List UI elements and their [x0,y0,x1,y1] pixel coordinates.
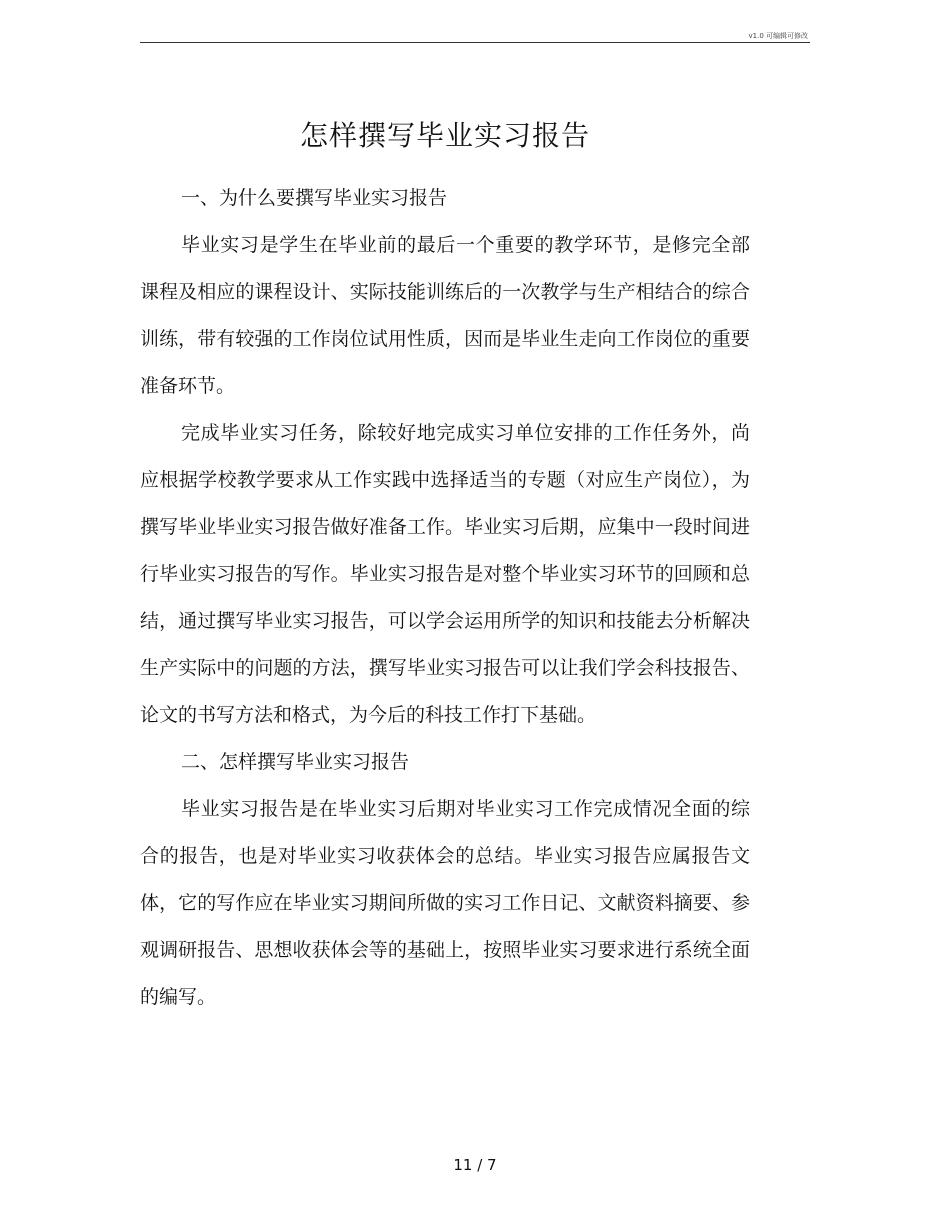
section-heading: 二、怎样撰写毕业实习报告 [181,751,410,773]
document-title: 怎样撰写毕业实习报告 [299,119,590,152]
paragraph: 毕业实习是学生在毕业前的最后一个重要的教学环节，是修完全部课程及相应的课程设计、实际技能训练后的一次教学与生产相结合的综合训练，带有较强的工作岗位试用性质，因而是毕业生走向工作岗位的重要准备环节。 [140,234,750,397]
document-body [140,110,750,1021]
header-version-note: v1.0 可编辑可修改 [748,32,808,40]
section-why [140,175,750,739]
paragraph: 完成毕业实习任务，除较好地完成实习单位安排的工作任务外，尚应根据学校教学要求从工作实践中选择适当的专题（对应生产岗位），为撰写毕业毕业实习报告做好准备工作。毕业实习后期，应集中一段时间进行毕业实习报告的写作。毕业实习报告是对整个毕业实习环节的回顾和总结，通过撰写毕业实习报告，可以学会运用所学的知识和技能去分析解决生产实际中的问题的方法，撰写毕业实习报告可以让我们学会科技报告、论文的书写方法和格式，为今后的科技工作打下基础。 [140,422,750,726]
section-how [140,739,750,1021]
paragraph: 毕业实习报告是在毕业实习后期对毕业实习工作完成情况全面的综合的报告，也是对毕业实习收获体会的总结。毕业实习报告应属报告文体，它的写作应在毕业实习期间所做的实习工作日记、文献资料摘要、参观调研报告、思想收获体会等的基础上，按照毕业实习要求进行系统全面的编写。 [140,798,750,1008]
page-number: 11 / 7 [453,1156,497,1174]
header-divider [140,42,810,43]
section-heading: 一、为什么要撰写毕业实习报告 [181,187,448,209]
